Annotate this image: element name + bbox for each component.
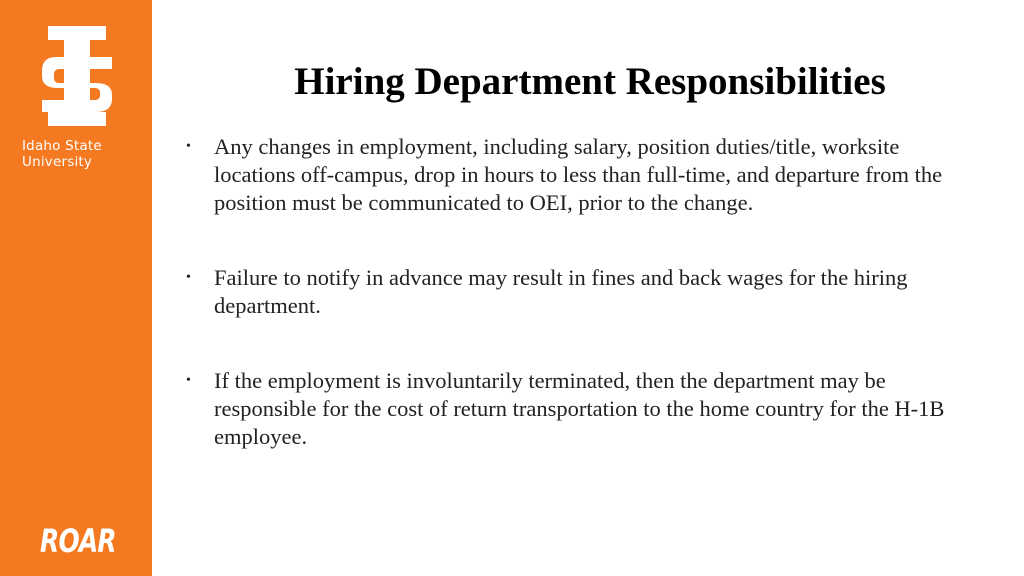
bullet-item: [186, 133, 966, 217]
slide-title: Hiring Department Responsibilities: [294, 60, 886, 104]
bullet-text: If the employment is involuntarily terminated, then the department may be responsible for the cost of return transportation to the home country for the H-1B employee.: [214, 368, 945, 449]
bullet-text: Failure to notify in advance may result in fines and back wages for the hiring department.: [214, 265, 908, 318]
bullet-item: [186, 367, 966, 451]
bullet-icon: •: [186, 270, 191, 285]
bullet-icon: •: [186, 139, 191, 154]
isu-logo-icon: [36, 26, 118, 126]
bullet-item: [186, 264, 966, 320]
bullet-icon: •: [186, 373, 191, 388]
university-name: Idaho State University: [22, 138, 102, 170]
bullet-text: Any changes in employment, including salary, position duties/title, worksite locations off-campus, drop in hours to less than full-time, and departure from the position must be communicated to OEI, prior to the change.: [214, 134, 943, 215]
sidebar: [0, 0, 152, 576]
bullet-list: [186, 133, 966, 498]
roar-logo: ROAR: [40, 522, 116, 560]
